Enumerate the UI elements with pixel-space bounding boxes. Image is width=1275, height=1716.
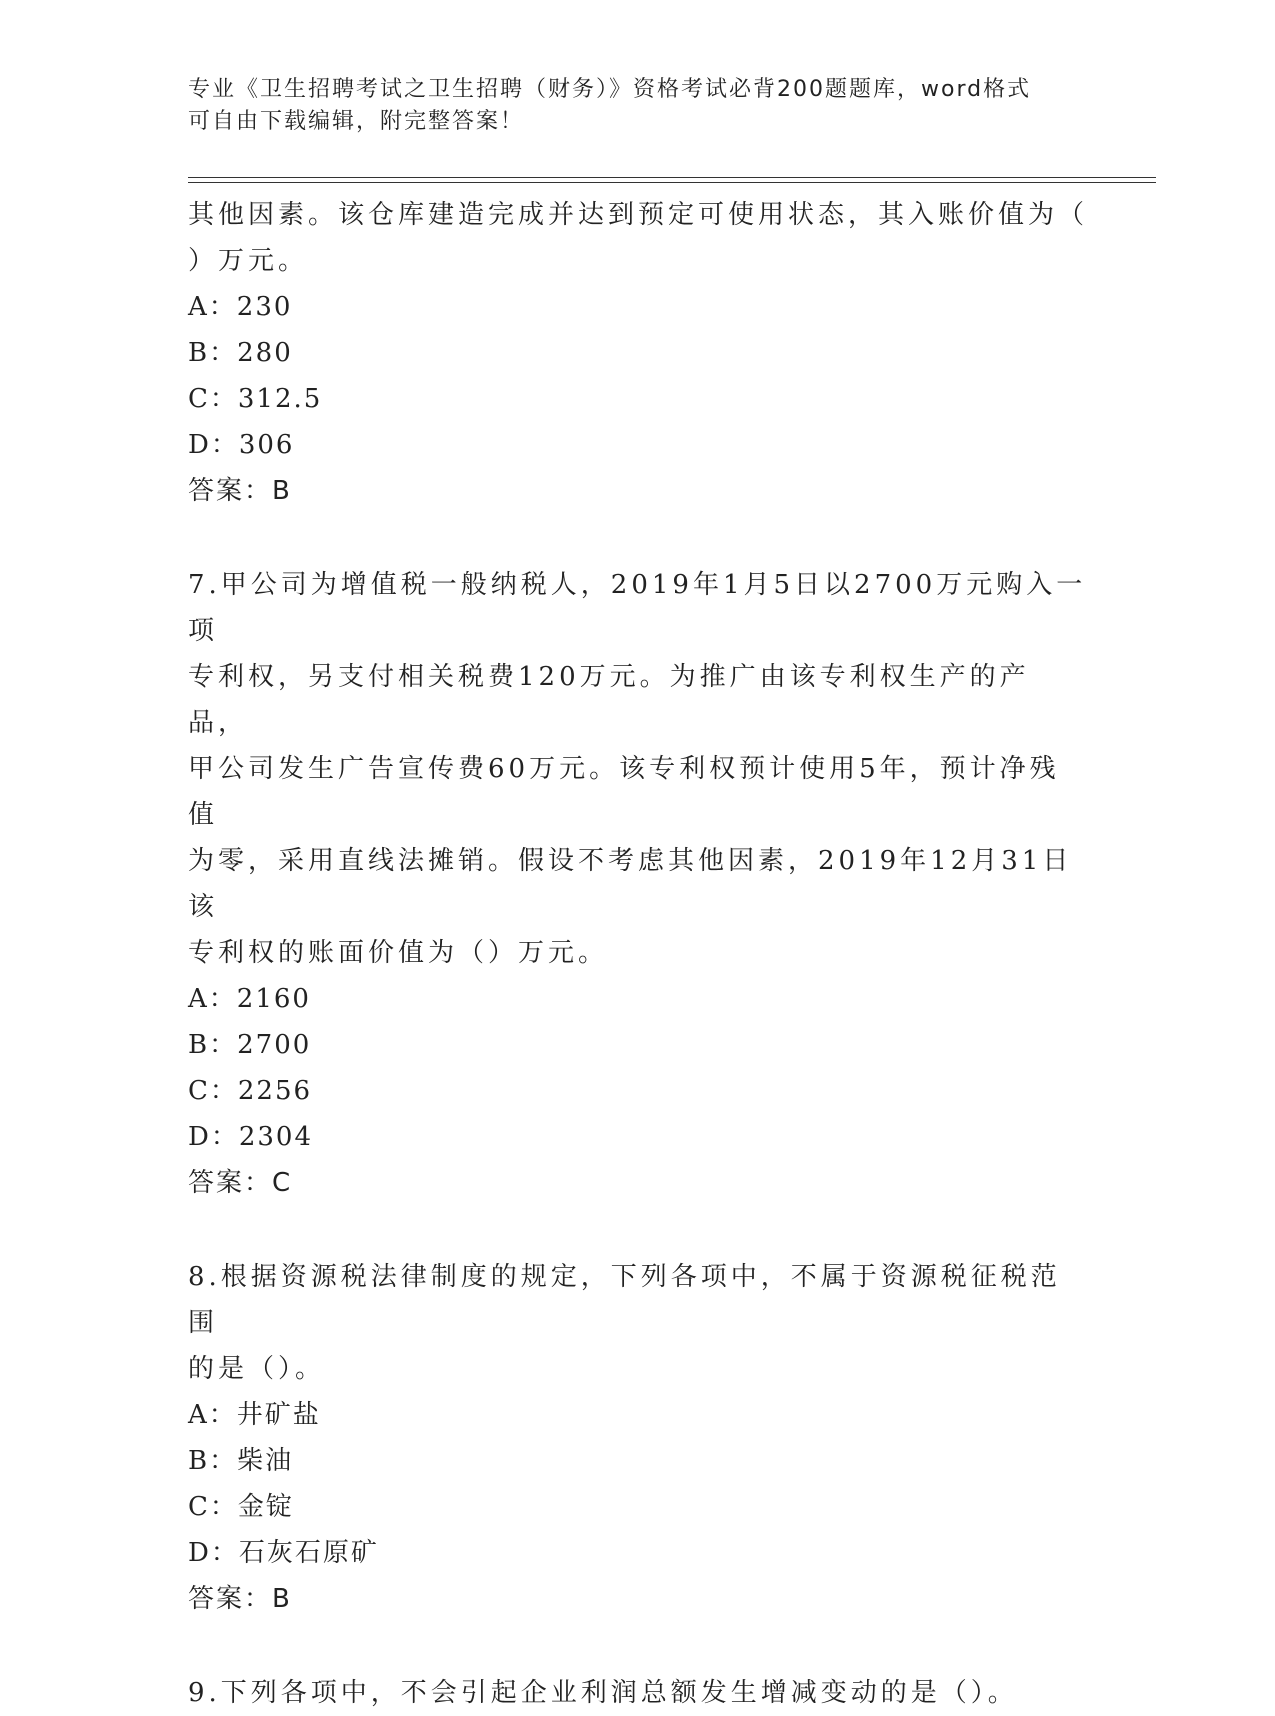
question-stem-line: 专利权的账面价值为（）万元。: [188, 938, 609, 968]
document-body: [188, 192, 1088, 1716]
header-divider-bottom: [188, 182, 1156, 183]
option-b: B：柴油: [188, 1446, 294, 1476]
option-c: C：金锭: [188, 1492, 294, 1522]
question-8: [188, 1254, 1088, 1622]
question-stem-line: 专利权，另支付相关税费120万元。为推广由该专利权生产的产品，: [188, 662, 1030, 738]
header-title-line-1: 专业《卫生招聘考试之卫生招聘（财务）》资格考试必背200题题库，word格式: [188, 77, 1032, 102]
option-a: A：2160: [188, 984, 311, 1014]
option-d: D：306: [188, 430, 295, 460]
question-9: [188, 1670, 1088, 1716]
question-stem-line: 9.下列各项中，不会引起企业利润总额发生增减变动的是（）。: [188, 1678, 1018, 1708]
option-c: C：2256: [188, 1076, 313, 1106]
question-7: [188, 562, 1088, 1206]
answer: 答案：C: [188, 1168, 293, 1198]
question-stem-line: 7.甲公司为增值税一般纳税人，2019年1月5日以2700万元购入一项: [188, 570, 1087, 646]
question-stem-line: 的是（）。: [188, 1354, 326, 1384]
header-title-line-2: 可自由下载编辑，附完整答案！: [188, 109, 525, 134]
answer: 答案：B: [188, 1584, 292, 1614]
question-6: [188, 192, 1088, 514]
question-stem-line: 为零，采用直线法摊销。假设不考虑其他因素，2019年12月31日该: [188, 846, 1073, 922]
question-stem-line: ）万元。: [188, 246, 309, 276]
option-b: B：280: [188, 338, 293, 368]
question-stem-line: 其他因素。该仓库建造完成并达到预定可使用状态，其入账价值为（: [188, 200, 1089, 230]
option-a: A：井矿盐: [188, 1400, 321, 1430]
answer: 答案：B: [188, 476, 292, 506]
header-divider-top: [188, 177, 1156, 178]
option-d: D：2304: [188, 1122, 314, 1152]
question-stem-line: 甲公司发生广告宣传费60万元。该专利权预计使用5年，预计净残值: [188, 754, 1060, 830]
option-d: D：石灰石原矿: [188, 1538, 379, 1568]
option-b: B：2700: [188, 1030, 312, 1060]
question-stem-line: 8.根据资源税法律制度的规定，下列各项中，不属于资源税征税范围: [188, 1262, 1061, 1338]
option-a: A：230: [188, 292, 293, 322]
document-header: [188, 74, 1068, 138]
option-c: C：312.5: [188, 384, 323, 414]
